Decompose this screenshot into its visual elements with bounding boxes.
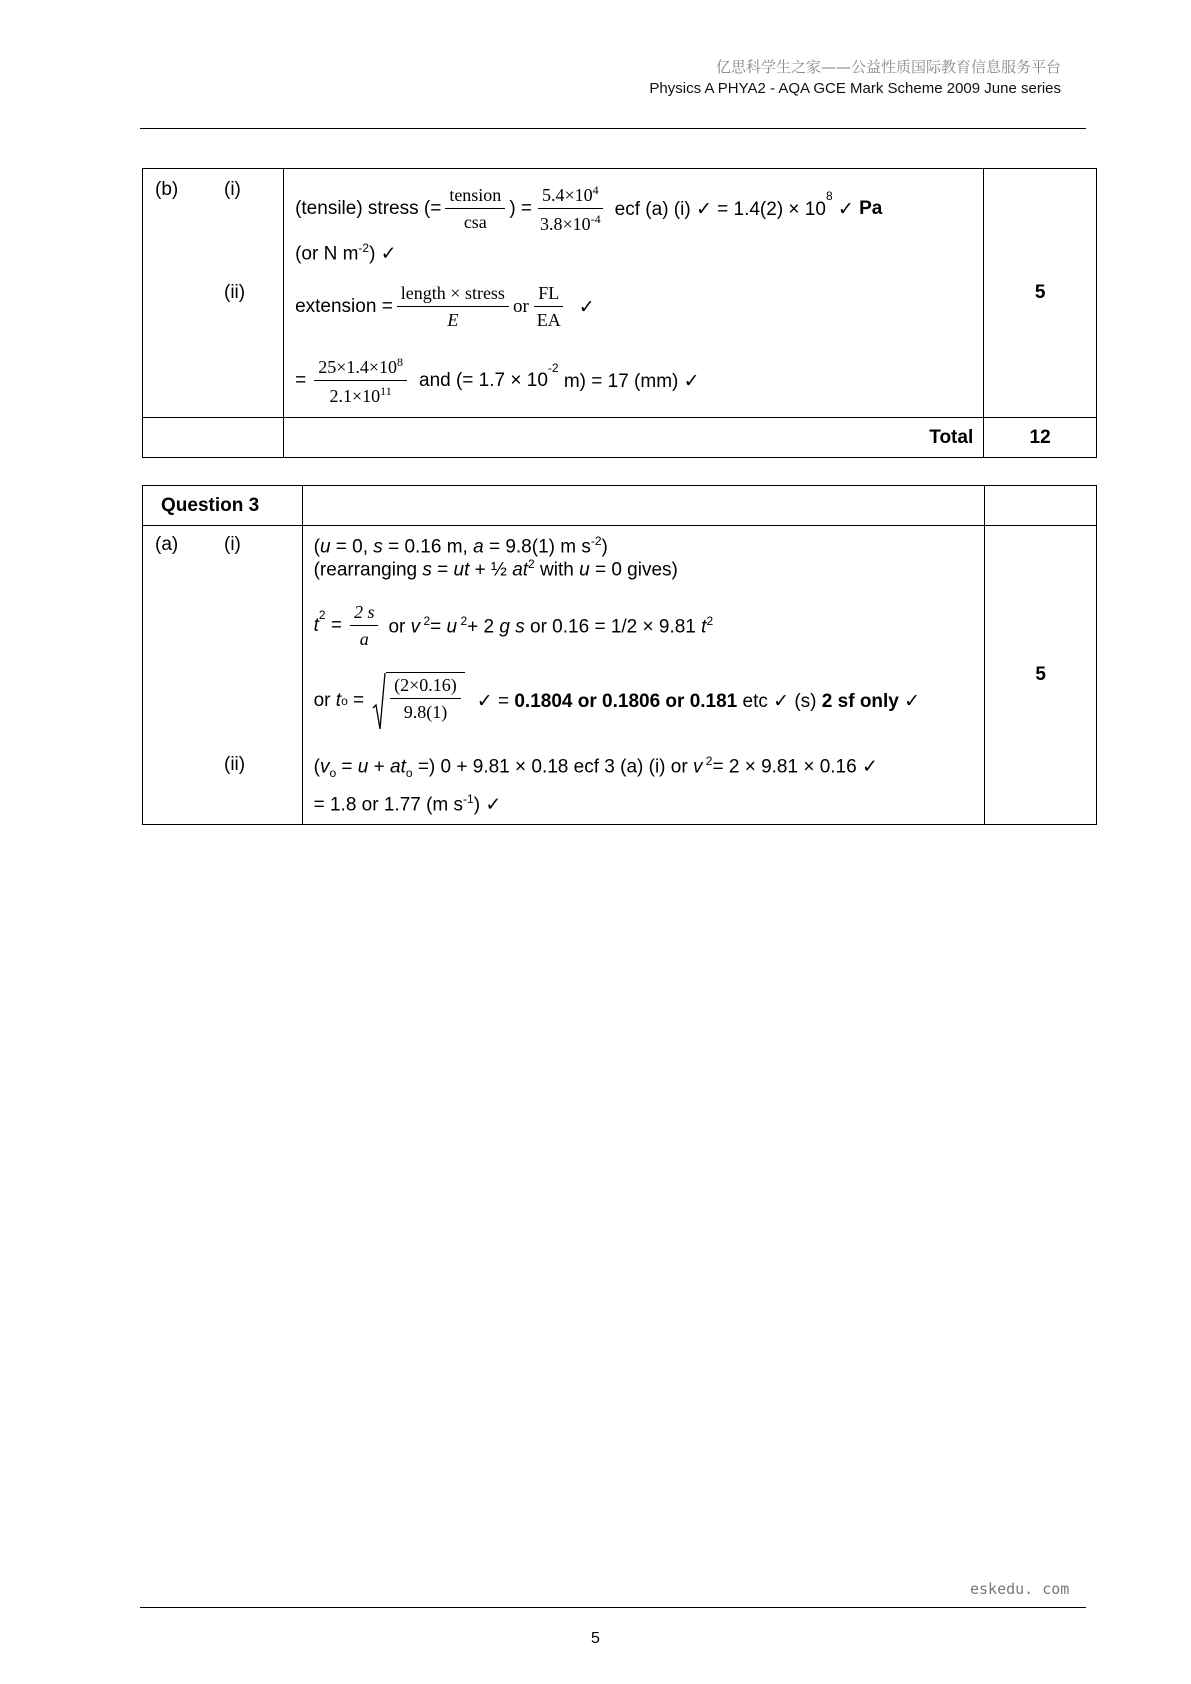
q3-alt-p3: = bbox=[430, 616, 447, 638]
q2b-frac1-numerator: tension bbox=[445, 185, 505, 209]
q3-alt-s: s bbox=[515, 616, 525, 638]
q3-or-to-sub: o bbox=[341, 694, 348, 708]
q2b-stress-unit: Pa bbox=[859, 198, 883, 219]
q3-part-label: (a) bbox=[155, 534, 179, 555]
q3-alt-p6: + 2 bbox=[467, 616, 500, 638]
q3-result-b: 0.1804 or 0.1806 or 0.181 bbox=[514, 690, 738, 712]
q3-alt-p0: or bbox=[388, 616, 411, 638]
q2b-total-label: Total bbox=[284, 418, 984, 458]
q3-sqrt-expression bbox=[372, 672, 465, 730]
q3-sub-i-label: (i) bbox=[224, 534, 241, 555]
q2b-eq-mid: ) = bbox=[509, 198, 533, 219]
q3-alt-u-exp: 2 bbox=[457, 613, 468, 628]
q3-or-to-eq: = bbox=[347, 690, 365, 711]
q3-result-a: ✓ = bbox=[476, 690, 515, 712]
q3-alt-v: v bbox=[410, 616, 421, 638]
q2b-frac2-numerator: 5.4×10 bbox=[542, 185, 593, 205]
q2b-stress-alt-exp: -2 bbox=[358, 241, 370, 255]
q3-result-d: 2 sf only bbox=[821, 690, 899, 712]
q3-line1 bbox=[314, 534, 608, 558]
q2b-part-label: (b) bbox=[155, 179, 179, 200]
q3-l2-p4: + ½ bbox=[469, 559, 513, 581]
q3-frac6-numerator: 2 s bbox=[350, 602, 379, 626]
q2b-calc-eq: = bbox=[295, 370, 307, 391]
q3-l2-exp: 2 bbox=[528, 557, 535, 571]
q3-answer-cell bbox=[302, 526, 985, 825]
q3-alt-g: g bbox=[499, 616, 510, 638]
q3-ii-at-sub: o bbox=[405, 766, 413, 781]
q3-l1-u: u bbox=[319, 536, 331, 558]
q2b-frac2-denominator: 3.8×10 bbox=[540, 214, 591, 234]
q3-l2-p9: = 0 gives) bbox=[589, 559, 678, 581]
q3-ii-v2: v bbox=[692, 756, 703, 778]
q3-t-squared-line bbox=[314, 602, 714, 650]
q3-table bbox=[142, 485, 1097, 825]
q2b-frac2-num-exp: 4 bbox=[592, 183, 599, 197]
q3-l2-p7: with bbox=[534, 559, 580, 581]
q3-ii-p0: ( bbox=[313, 756, 320, 778]
q2b-ext-lead: extension = bbox=[295, 296, 393, 317]
q3-l1-p8: ) bbox=[601, 536, 608, 558]
q2b-frac5-denominator: 2.1×10 bbox=[329, 386, 381, 406]
footer-rule bbox=[140, 1607, 1086, 1608]
q3-title-empty-cell bbox=[302, 486, 985, 526]
q3-ii-v2-exp: 2 bbox=[702, 754, 713, 768]
q3-t-var: t bbox=[313, 615, 319, 636]
q2b-frac4-numerator: FL bbox=[534, 283, 563, 307]
q3-l2-s: s bbox=[422, 559, 432, 581]
q3-l1-p4: = 0.16 m, bbox=[382, 536, 474, 558]
footer-watermark: eskedu. com bbox=[970, 1580, 1070, 1598]
q2b-fraction-calc bbox=[314, 355, 407, 407]
q3-alt-t: t bbox=[701, 616, 707, 638]
q2b-stress-alt bbox=[295, 241, 397, 265]
q3-title-marks-empty bbox=[985, 486, 1097, 526]
q2b-calc-tail-b: m) = 17 (mm) ✓ bbox=[558, 370, 700, 392]
header-english-title: Physics A PHYA2 - AQA GCE Mark Scheme 2009 June series bbox=[649, 80, 1061, 97]
q3-to-line bbox=[314, 672, 920, 730]
q3-ii-v: v bbox=[319, 756, 330, 778]
q3-part-cell bbox=[143, 526, 303, 825]
q3-sub-ii-label: (ii) bbox=[224, 754, 246, 775]
q2b-fraction-length-stress bbox=[397, 283, 509, 331]
q3-fraction-2s-a bbox=[350, 602, 379, 650]
q3-l2-ut: ut bbox=[453, 559, 470, 581]
q3-ii-u: u bbox=[357, 756, 369, 778]
q2b-frac5-num-exp: 8 bbox=[397, 355, 403, 369]
q3-marks: 5 bbox=[985, 526, 1097, 825]
q2b-stress-lead: (tensile) stress (= bbox=[295, 198, 442, 219]
q3-ii-v-sub: o bbox=[329, 766, 337, 781]
q3-or-to-a: or bbox=[313, 690, 336, 711]
q2b-calc-line bbox=[295, 355, 700, 407]
q3-ii-p3: = bbox=[336, 756, 358, 778]
q3-l2-u: u bbox=[579, 559, 590, 581]
q2b-fraction-fl-ea bbox=[533, 283, 565, 331]
q3-l2-at: at bbox=[512, 559, 529, 581]
q3-l2-p2: = bbox=[431, 559, 454, 581]
q2b-frac5-numerator: 25×1.4×10 bbox=[318, 357, 397, 377]
q2b-stress-tick: ✓ bbox=[832, 198, 860, 220]
q2b-frac3-denominator: E bbox=[447, 310, 459, 330]
q3-l1-s: s bbox=[373, 536, 383, 558]
q2b-calc-tail-a: and (= 1.7 × 10 bbox=[419, 370, 548, 391]
q3-ii-line2 bbox=[314, 792, 502, 816]
q2b-marks: 5 bbox=[984, 169, 1097, 418]
q2b-stress-line bbox=[295, 183, 882, 235]
q2b-fraction-values bbox=[536, 183, 605, 235]
sqrt-radical-icon bbox=[372, 672, 386, 730]
page-number: 5 bbox=[591, 1630, 600, 1647]
q3-ii-p11: = 2 × 9.81 × 0.16 ✓ bbox=[712, 756, 878, 778]
q3-line2 bbox=[314, 557, 678, 581]
q3-ii-l2-b: ) ✓ bbox=[473, 794, 502, 816]
q3-sqrt-fraction bbox=[390, 675, 461, 723]
q3-l2-p0: (rearranging bbox=[313, 559, 423, 581]
q3-ii-p8: =) 0 + 9.81 × 0.18 ecf 3 (a) (i) or bbox=[412, 756, 693, 778]
q2b-frac4-denominator: EA bbox=[536, 310, 561, 330]
header-rule bbox=[140, 128, 1086, 129]
q2b-table bbox=[142, 168, 1097, 458]
q2b-frac2-den-exp: -4 bbox=[590, 212, 601, 226]
q3-ii-p5: + bbox=[368, 756, 391, 778]
q2b-total-marks: 12 bbox=[984, 418, 1097, 458]
q2b-sub-i-label: (i) bbox=[224, 179, 241, 200]
q3-l1-p2: = 0, bbox=[330, 536, 374, 558]
q3-result-c: etc ✓ (s) bbox=[737, 690, 822, 712]
q3-l1-p0: ( bbox=[313, 536, 320, 558]
q2b-ext-tick: ✓ bbox=[578, 296, 595, 318]
q3-sqrt-denominator: 9.8(1) bbox=[403, 702, 448, 722]
q3-or-to-var: t bbox=[335, 690, 342, 711]
q3-l1-exp: -2 bbox=[590, 534, 602, 548]
q3-t-exp: 2 bbox=[318, 608, 326, 622]
q3-t-eq: = bbox=[325, 615, 342, 636]
q3-ii-l2-a: = 1.8 or 1.77 (m s bbox=[313, 794, 464, 816]
q2b-frac1-denominator: csa bbox=[463, 212, 487, 232]
q2b-sub-ii-label: (ii) bbox=[224, 282, 246, 303]
q2b-fraction-tension-csa bbox=[445, 185, 505, 233]
q3-ii-at: at bbox=[390, 756, 406, 778]
q2b-extension-line bbox=[295, 283, 595, 331]
q2b-stress-alt-b: ) ✓ bbox=[369, 243, 397, 265]
q3-frac6-denominator: a bbox=[359, 629, 369, 649]
q2b-stress-alt-a: (or N m bbox=[295, 243, 359, 265]
q3-ii-line1 bbox=[314, 754, 878, 780]
q3-ii-l2-exp: -1 bbox=[463, 792, 474, 806]
q3-l1-a: a bbox=[473, 536, 484, 558]
q2b-stress-tail-exp: 8 bbox=[825, 189, 833, 203]
q2b-frac3-numerator: length × stress bbox=[397, 283, 509, 307]
q2b-frac5-den-exp: 11 bbox=[380, 384, 392, 398]
header-chinese-title: 亿思科学生之家——公益性质国际教育信息服务平台 bbox=[715, 58, 1061, 76]
q2b-answer-cell bbox=[284, 169, 984, 418]
q3-alt-v-exp: 2 bbox=[420, 613, 431, 628]
q2b-total-empty-cell bbox=[143, 418, 284, 458]
q3-alt-t-exp: 2 bbox=[706, 613, 714, 628]
q2b-calc-tail-exp: -2 bbox=[547, 361, 559, 375]
q2b-or-word: or bbox=[512, 296, 529, 317]
q3-l1-p6: = 9.8(1) m s bbox=[483, 536, 591, 558]
q3-title: Question 3 bbox=[143, 486, 303, 526]
q3-alt-equations bbox=[388, 614, 713, 638]
q3-result-line bbox=[477, 690, 920, 713]
q3-alt-p10: or 0.16 = 1/2 × 9.81 bbox=[524, 616, 702, 638]
q2b-stress-tail: ecf (a) (i) ✓ = 1.4(2) × 10 bbox=[614, 198, 826, 220]
q3-alt-u: u bbox=[446, 616, 458, 638]
q2b-part-cell bbox=[143, 169, 284, 418]
q3-result-e: ✓ bbox=[898, 690, 921, 712]
q3-sqrt-numerator: (2×0.16) bbox=[390, 675, 461, 699]
